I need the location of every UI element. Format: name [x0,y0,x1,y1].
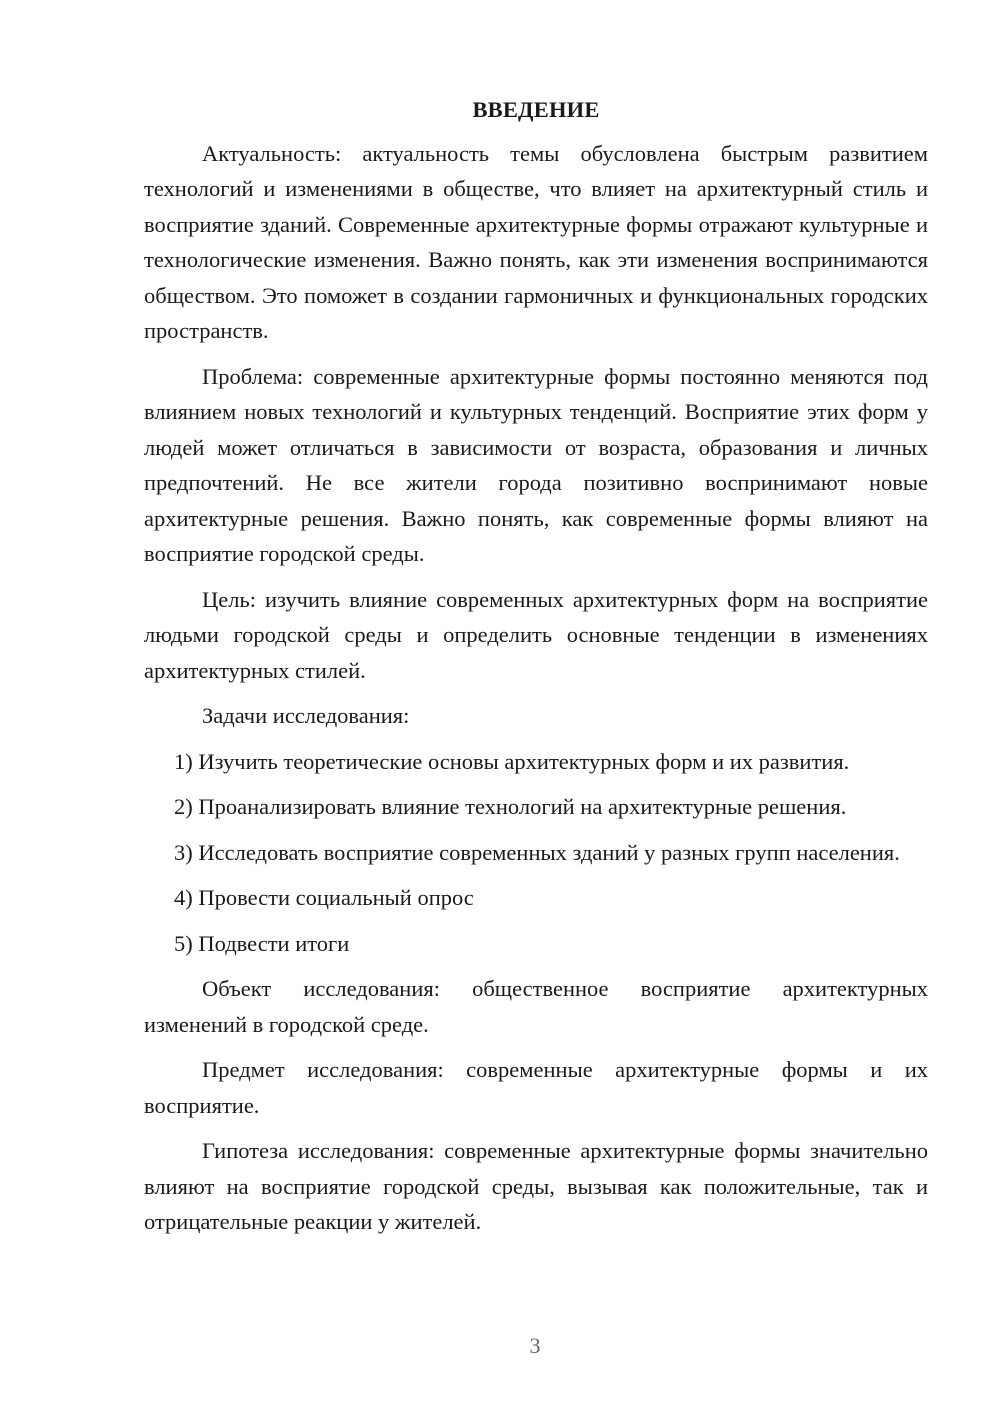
document-page [144,92,928,1250]
paragraph-hypothesis: Гипотеза исследования: современные архитектурные формы значительно влияют на восприятие городской среды, вызывая как положительные, так и отрицательные реакции у жителей. [144,1138,928,1234]
task-item-1: 1) Изучить теоретические основы архитектурных форм и их развития. [174,748,850,774]
paragraph-object: Объект исследования: общественное восприятие архитектурных изменений в городской среде. [144,976,928,1037]
paragraph-subject: Предмет исследования: современные архитектурные формы и их восприятие. [144,1057,928,1118]
task-item-2: 2) Проанализировать влияние технологий на архитектурные решения. [174,794,847,819]
paragraph-problem: Проблема: современные архитектурные формы постоянно меняются под влиянием новых технологий и культурных тенденций. Восприятие этих форм у людей может отличаться в зависимости от возраста, образования и личных предпочтений. Не все жители города позитивно воспринимают новые архитектурные решения. Важно понять, как современные формы влияют на восприятие городской среды. [144,363,928,566]
paragraph-goal: Цель: изучить влияние современных архитектурных форм на восприятие людьми городской среды и определить основные тенденции в изменениях архитектурных стилей. [144,586,928,683]
paragraph-relevance: Актуальность: актуальность темы обусловлена быстрым развитием технологий и изменениями в обществе, что влияет на архитектурный стиль и восприятие зданий. Современные архитектурные формы отражают культурные и технологические изменения. Важно понять, как эти изменения воспринимаются обществом. Это поможет в создании гармоничных и функциональных городских пространств. [144,140,928,343]
task-item-5: 5) Подвести итоги [174,930,350,956]
task-item-3: 3) Исследовать восприятие современных зданий у разных групп населения. [174,839,900,865]
task-item-4: 4) Провести социальный опрос [174,885,474,910]
paragraph-tasks-heading: Задачи исследования: [202,703,410,728]
page-number: 3 [529,1333,541,1358]
section-title: ВВЕДЕНИЕ [472,97,600,122]
